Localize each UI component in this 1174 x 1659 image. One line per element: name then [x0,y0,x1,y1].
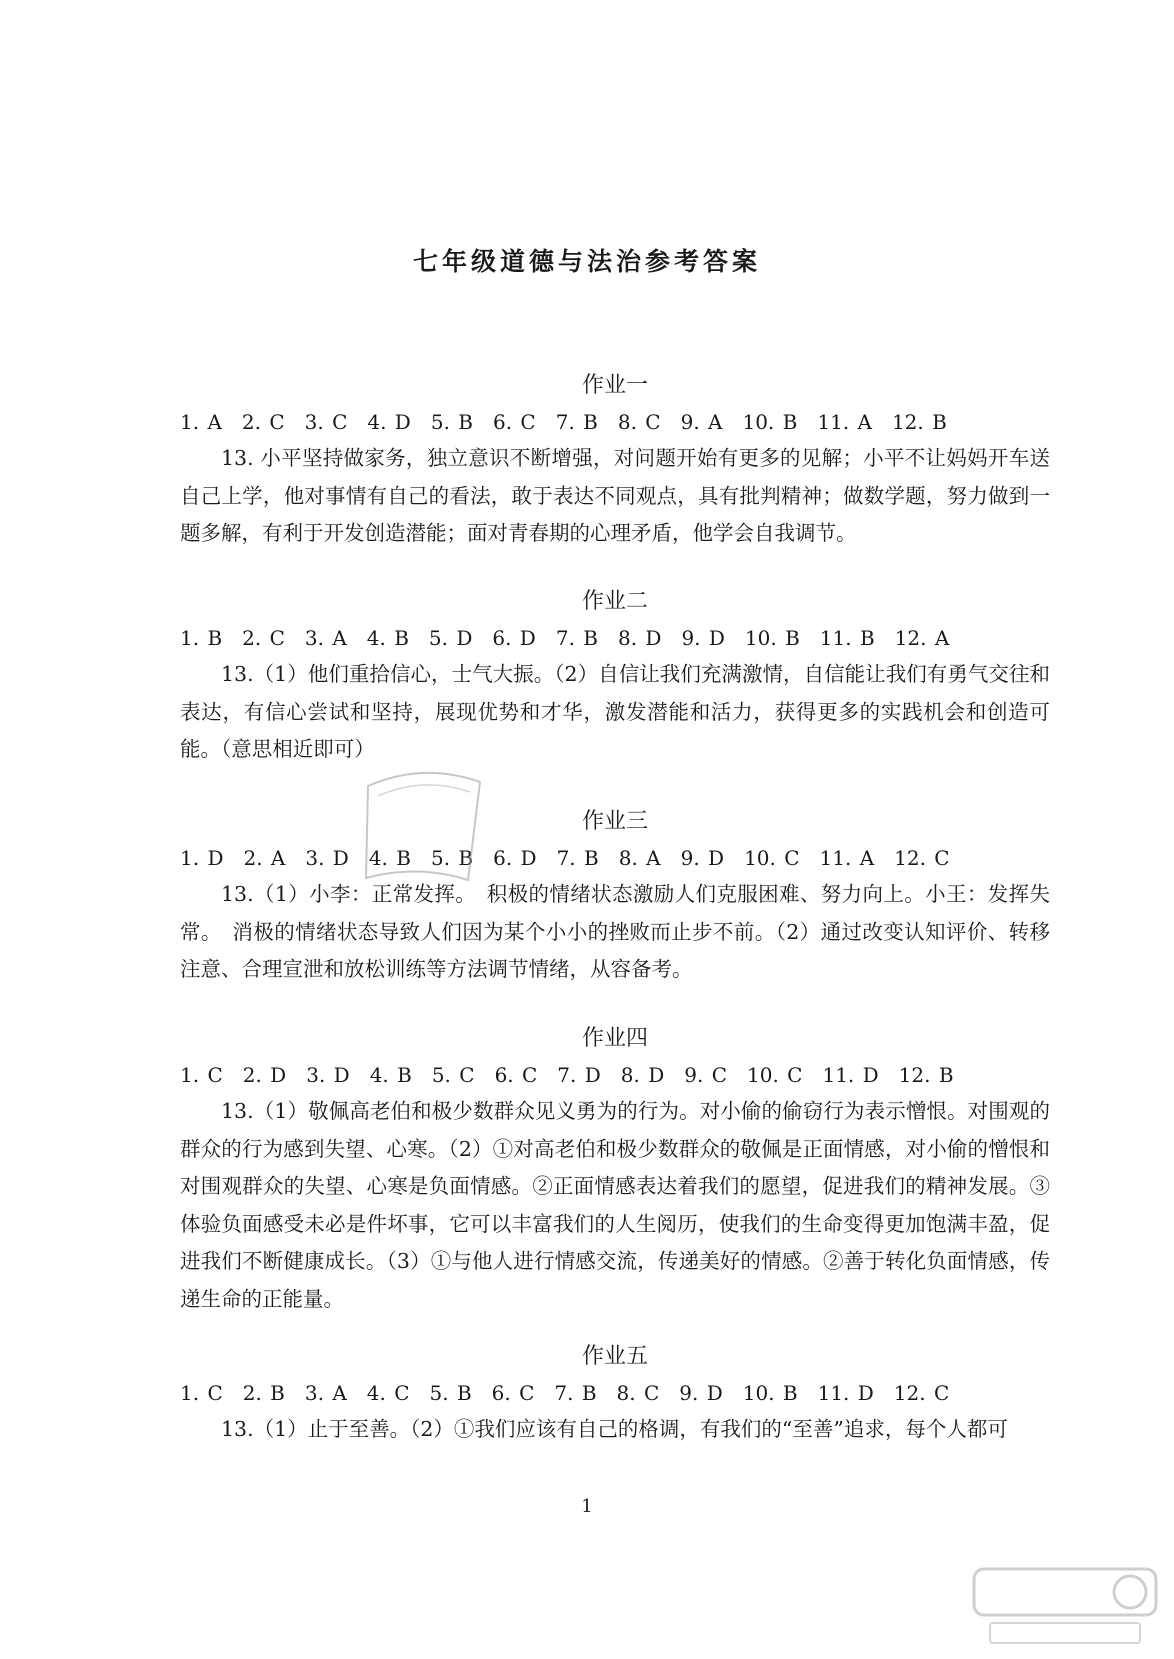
section-heading: 作业四 [581,1026,648,1051]
multiple-choice-answers: 1. D 2. A 3. D 4. B 5. B 6. D 7. B 8. A 9. D 10. C 11. A 12. C [180,846,950,870]
homework-section-4 [180,1021,1050,1318]
section-heading: 作业五 [581,1344,648,1369]
section-heading: 作业二 [581,589,648,614]
site-logo-icon [970,1563,1160,1649]
multiple-choice-answers: 1. C 2. B 3. A 4. C 5. B 6. C 7. B 8. C 9. D 10. B 11. D 12. C [180,1381,950,1405]
open-question-answer: 13. 小平坚持做家务，独立意识不断增强，对问题开始有更多的见解；小平不让妈妈开车送自己上学，他对事情有自己的看法，敢于表达不同观点，具有批判精神；做数学题，努力做到一题多解，有利于开发创造潜能；面对青春期的心理矛盾，他学会自我调节。 [180,446,1050,545]
section-heading: 作业三 [581,809,648,834]
open-question-answer: 13.（1）小李：正常发挥。 积极的情绪状态激励人们克服困难、努力向上。小王：发挥失常。 消极的情绪状态导致人们因为某个小小的挫败而止步不前。（2）通过改变认知评价、转移注意、合理宣泄和放松训练等方法调节情绪，从容备考。 [180,882,1050,981]
homework-section-2 [180,584,1050,769]
multiple-choice-answers: 1. B 2. C 3. A 4. B 5. D 6. D 7. B 8. D 9. D 10. B 11. B 12. A [180,626,950,650]
multiple-choice-answers: 1. C 2. D 3. D 4. B 5. C 6. C 7. D 8. D 9. C 10. C 11. D 12. B [180,1063,954,1087]
page-title: 七年级道德与法治参考答案 [412,247,761,276]
watermark-stamp-icon [358,768,488,886]
homework-section-1 [180,368,1050,553]
homework-section-3 [180,804,1050,989]
page-number: 1 [581,1496,593,1517]
homework-section-5 [180,1339,1050,1449]
open-question-answer: 13.（1）止于至善。（2）①我们应该有自己的格调，有我们的“至善”追求，每个人都可 [221,1417,1008,1441]
open-question-answer: 13.（1）他们重拾信心，士气大振。（2）自信让我们充满激情，自信能让我们有勇气交往和表达，有信心尝试和坚持，展现优势和才华，激发潜能和活力，获得更多的实践机会和创造可能。（意思相近即可） [180,662,1050,761]
open-question-answer: 13.（1）敬佩高老伯和极少数群众见义勇为的行为。对小偷的偷窃行为表示憎恨。对围观的群众的行为感到失望、心寒。（2）①对高老伯和极少数群众的敬佩是正面情感，对小偷的憎恨和对围观群众的失望、心寒是负面情感。②正面情感表达着我们的愿望，促进我们的精神发展。③体验负面感受未必是件坏事，它可以丰富我们的人生阅历，使我们的生命变得更加饱满丰盈，促进我们不断健康成长。（3）①与他人进行情感交流，传递美好的情感。②善于转化负面情感，传递生命的正能量。 [180,1099,1050,1311]
section-heading: 作业一 [581,373,648,398]
multiple-choice-answers: 1. A 2. C 3. C 4. D 5. B 6. C 7. B 8. C 9. A 10. B 11. A 12. B [180,410,947,434]
